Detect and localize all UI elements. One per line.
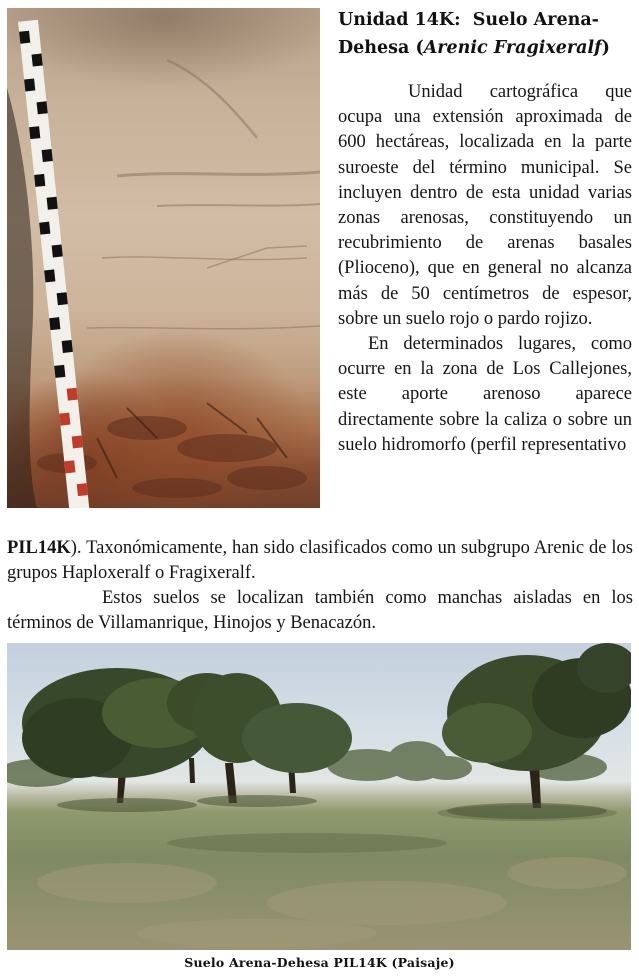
landscape-photo bbox=[7, 643, 631, 950]
profile-code: PIL14K bbox=[7, 538, 71, 558]
paragraph-locations-column: En determinados lugares, como ocurre en la zona de Los Callejones, este aporte arenoso aparece directamente sobre la caliza o sobre un suelo hidromorfo (perfil representativo bbox=[338, 334, 632, 455]
landscape-drawing bbox=[7, 643, 631, 950]
soil-profile-photo bbox=[7, 8, 320, 508]
paragraph-taxonomy bbox=[7, 536, 633, 586]
column-text bbox=[338, 80, 632, 458]
full-width-text bbox=[7, 536, 633, 636]
unit-label: Unidad 14K: bbox=[338, 10, 461, 30]
unit-name-continued: Dehesa bbox=[338, 38, 410, 58]
paragraph-other-locations: Estos suelos se localizan también como manchas aisladas en los términos de Villamanrique, Hinojos y Benacazón. bbox=[7, 588, 633, 633]
taxonomic-classification: Arenic Fragixeralf bbox=[423, 38, 602, 58]
section-heading: Unidad 14K: Suelo Arena- Dehesa (Arenic Fragixeralf) bbox=[338, 10, 610, 58]
taxonomy-text: ). Taxonómicamente, han sido clasificados como un subgrupo Arenic de los grupos Haploxeralf o Fragixeralf. bbox=[7, 538, 633, 583]
paragraph-description: Unidad cartográfica que ocupa una extensión aproximada de 600 hectáreas, localizada en la parte suroeste del término municipal. Se incluyen dentro de esta unidad varias zonas arenosas, constituyendo un recubrimiento de arenas basales (Plioceno), que en general no alcanza más de 50 centímetros de espesor, sobre un suelo rojo o pardo rojizo. bbox=[338, 82, 632, 329]
soil-profile-drawing bbox=[7, 8, 320, 508]
unit-name: Suelo Arena- bbox=[472, 10, 599, 30]
figure-caption: Suelo Arena-Dehesa PIL14K (Paisaje) bbox=[184, 955, 455, 970]
